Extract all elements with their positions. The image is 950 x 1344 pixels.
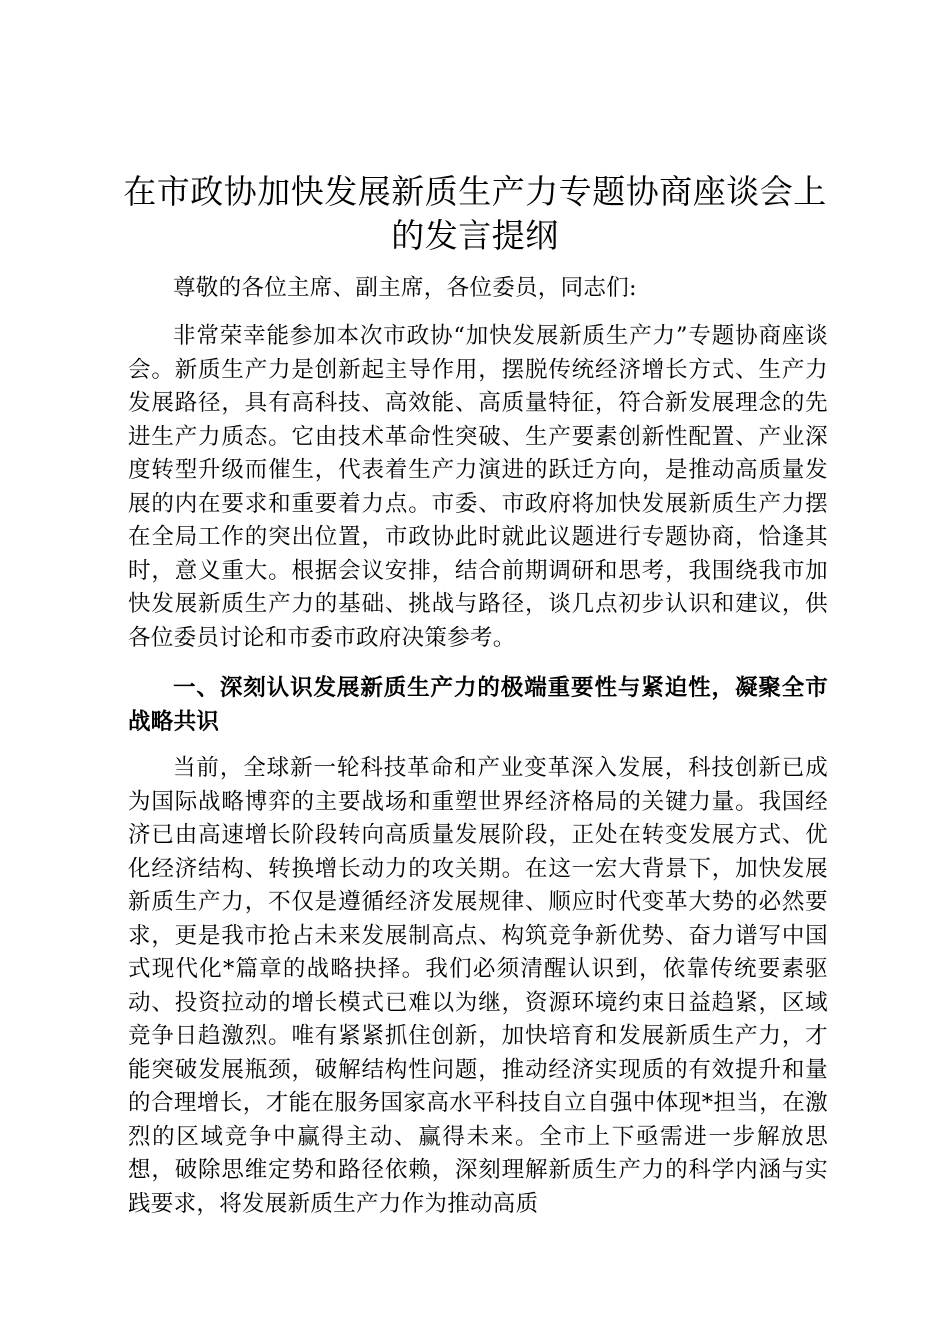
section-heading: 一、深刻认识发展新质生产力的极端重要性与紧迫性，凝聚全市战略共识	[128, 675, 828, 735]
document-title: 在市政协加快发展新质生产力专题协商座谈会上的发言提纲	[123, 172, 827, 255]
body-paragraph: 非常荣幸能参加本次市政协“加快发展新质生产力”专题协商座谈会。新质生产力是创新起主导作用，摆脱传统经济增长方式、生产力发展路径，具有高科技、高效能、高质量特征，符合新发展理念的先进生产力质态。它由技术革命性突破、生产要素创新性配置、产业深度转型升级而催生，代表着生产力演进的跃迁方向，是推动高质量发展的内在要求和重要着力点。市委、市政府将加快发展新质生产力摆在全局工作的突出位置，市政协此时就此议题进行专题协商，恰逢其时，意义重大。根据会议安排，结合前期调研和思考，我围绕我市加快发展新质生产力的基础、挑战与路径，谈几点初步认识和建议，供各位委员讨论和市委市政府决策参考。	[128, 323, 828, 651]
salutation: 尊敬的各位主席、副主席，各位委员，同志们:	[173, 275, 637, 301]
body-paragraph: 当前，全球新一轮科技革命和产业变革深入发展，科技创新已成为国际战略博弈的主要战场和重塑世界经济格局的关键力量。我国经济已由高速增长阶段转向高质量发展阶段，正处在转变发展方式、优化经济结构、转换增长动力的攻关期。在这一宏大背景下，加快发展新质生产力，不仅是遵循经济发展规律、顺应时代变革大势的必然要求，更是我市抢占未来发展制高点、构筑竞争新优势、奋力谱写中国式现代化*篇章的战略抉择。我们必须清醒认识到，依靠传统要素驱动、投资拉动的增长模式已难以为继，资源环境约束日益趋紧，区域竞争日趋激烈。唯有紧紧抓住创新，加快培育和发展新质生产力，才能突破发展瓶颈，破解结构性问题，推动经济实现质的有效提升和量的合理增长，才能在服务国家高水平科技自立自强中体现*担当，在激烈的区域竞争中赢得主动、赢得未来。全市上下亟需进一步解放思想，破除思维定势和路径依赖，深刻理解新质生产力的科学内涵与实践要求，将发展新质生产力作为推动高质	[128, 755, 828, 1217]
